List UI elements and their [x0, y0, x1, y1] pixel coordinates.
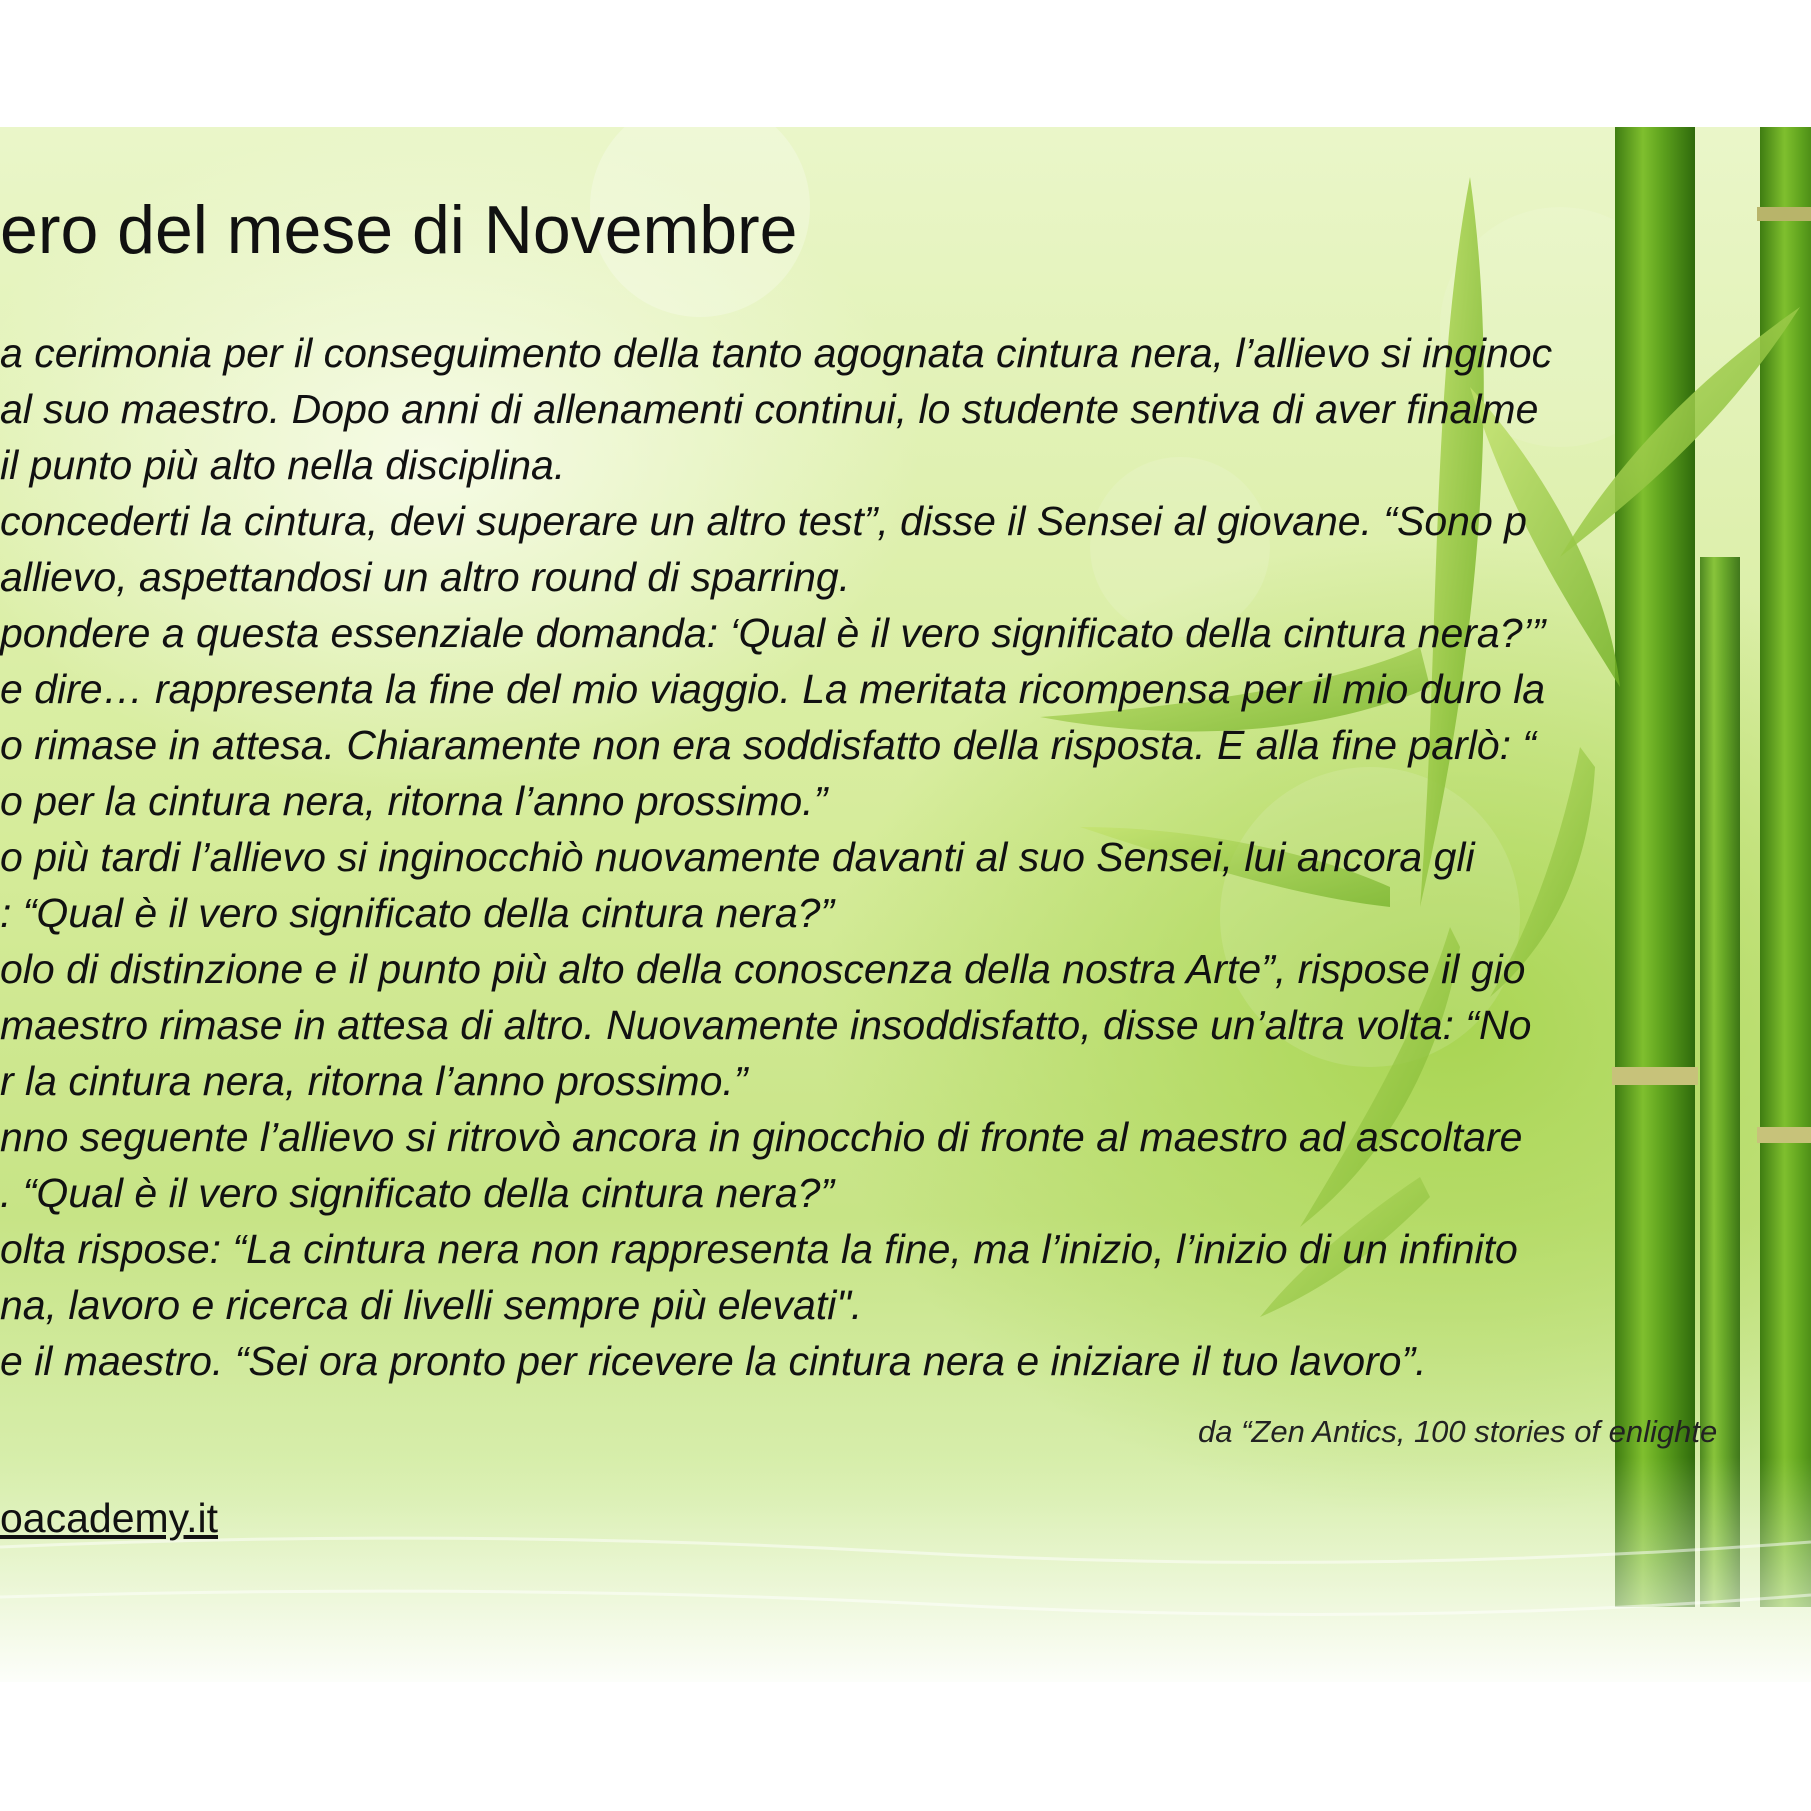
story-line: a cerimonia per il conseguimento della tanto agognata cintura nera, l’allievo si inginoc	[0, 330, 1553, 376]
story-line: o rimase in attesa. Chiaramente non era soddisfatto della risposta. E alla fine parlò: “	[0, 722, 1537, 768]
story-line: il punto più alto nella disciplina.	[0, 442, 566, 488]
story-text	[0, 325, 1811, 1389]
story-line: al suo maestro. Dopo anni di allenamenti continui, lo studente sentiva di aver finalme	[0, 386, 1539, 432]
story-line: . “Qual è il vero significato della cintura nera?”	[0, 1170, 835, 1216]
story-line: allievo, aspettandosi un altro round di sparring.	[0, 554, 851, 600]
story-line: o per la cintura nera, ritorna l’anno prossimo.”	[0, 778, 828, 824]
story-line: r la cintura nera, ritorna l’anno prossimo.”	[0, 1058, 748, 1104]
story-line: concederti la cintura, devi superare un altro test”, disse il Sensei al giovane. “Sono p	[0, 498, 1527, 544]
page-title: ero del mese di Novembre	[0, 192, 798, 268]
story-line: nno seguente l’allievo si ritrovò ancora in ginocchio di fronte al maestro ad ascoltare	[0, 1114, 1523, 1160]
story-line: o più tardi l’allievo si inginocchiò nuovamente davanti al suo Sensei, lui ancora gli	[0, 834, 1475, 880]
story-line: olo di distinzione e il punto più alto della conoscenza della nostra Arte”, rispose il gio	[0, 946, 1526, 992]
slide	[0, 127, 1811, 1682]
story-line: na, lavoro e ricerca di livelli sempre più elevati".	[0, 1282, 863, 1328]
story-line: maestro rimase in attesa di altro. Nuovamente insoddisfatto, disse un’altra volta: “No	[0, 1002, 1532, 1048]
source-citation: da “Zen Antics, 100 stories of enlighte	[1198, 1414, 1718, 1449]
story-line: olta rispose: “La cintura nera non rappresenta la fine, ma l’inizio, l’inizio di un infinito	[0, 1226, 1518, 1272]
website-link[interactable]: oacademy.it	[0, 1495, 219, 1541]
story-line: e dire… rappresenta la fine del mio viaggio. La meritata ricompensa per il mio duro la	[0, 666, 1546, 712]
story-line: e il maestro. “Sei ora pronto per ricevere la cintura nera e iniziare il tuo lavoro”.	[0, 1338, 1427, 1384]
story-line: pondere a questa essenziale domanda: ‘Qual è il vero significato della cintura nera?’”	[0, 610, 1546, 656]
story-line: : “Qual è il vero significato della cintura nera?”	[0, 890, 835, 936]
